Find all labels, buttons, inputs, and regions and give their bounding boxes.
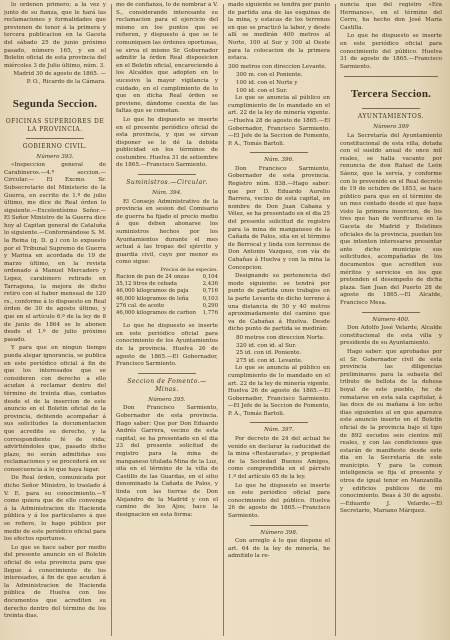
article-number: Número 393. [36, 153, 74, 160]
measure-line: 80 metros con direccion Norte. [236, 334, 325, 341]
paragraph: Lo que he dispuesto se inserte en este periódico oficial para conocimiento de los Ayuntamientos de la provincia. Huelva 26 de agosto de 1865.—El Gobernador, Francisco Sarmiento. [116, 323, 218, 368]
paragraph: 300 metros con direccion Levante. [228, 63, 327, 70]
article-number: Número 398. [260, 529, 298, 536]
table-row [116, 303, 218, 310]
column-divider [111, 4, 112, 636]
paragraph: Designando su pertenencia del modo siguiente: se tendrá por punto de partida unos trabajos en la parte Levante de dicho terreno á una distancia de 50 y 40 metros aproximadamente del camino que va de Cabañas á Huelva. Desde dicho punto de partida se medirán: [228, 273, 330, 333]
column-4 [340, 2, 442, 638]
paragraph: mado siguiente se tendrá por punto de partida una de las esquinas de la mina, y estacas de los terrenos en que se practicó la labor, y desde allí se medirán 400 metros al Norte, 100 al Sur y 100 al Oeste para la colocacion de la primera estaca. [228, 2, 330, 62]
paragraph: Y para que en ningun tiempo pueda alegar ignorancia, se publica en este periódico oficial á fin de que los interesados que se consideren con derecho a ello acudan á reclamar dentro del término de treinta dias, contados desde el de la insercion de este anuncio en el Boletin oficial de la provincia, debiendo acompañar á sus solicitudes la documentacion que acredite su derecho, y la correspondiente fé de vida; advirtiéndoles que, pasado dicho plazo, no serán admitidas sus reclamaciones y se procederá en su consecuencia á lo que haya lugar. [4, 345, 106, 473]
paragraph: Lo que se anuncia al público en cumplimiento de lo mandado en el art. 22 de la ley de minería vigente.—Huelva 28 de agosto de 1865.—El Gobernador, Francisco Sarmiento.—El Jefe de la Seccion de Fomento, P. A., Tomás Bartoli. [228, 95, 330, 147]
divider [362, 108, 420, 109]
measure-line: 275 id. con id. Levante. [236, 357, 303, 364]
table-row [116, 281, 218, 288]
paragraph: Lo que se anuncia al público en cumplimiento de lo mandado en el art. 22 de la ley de minería vigente. Huelva 26 de agosto de 1865.—El Gobernador, Francisco Sarmiento.—El Jefe de la Seccion de Fomento, P. A., Tomás Bartoli. [228, 365, 330, 417]
divider [250, 422, 308, 423]
article-number: Número 395. [148, 396, 186, 403]
paragraph: Don Francisco Sarmiento, Gobernador de esta provincia. Hago saber: Que por Don Eduardo Andrés Garrera, vecino de esta capital, se ha presentado en el dia 23 del presente solicitud de registro para la mina de manganeso titulada Mina de la Luz, sita en el término de la villa de Castillo de las Guardas, en el sitio denominado la Cañada de Palos, y linda con las tierras de Don Alejandro de la Madrid y con el camino de los Ajos; hace la designacion en esta forma: [116, 405, 218, 518]
paragraph: Hago saber: que aprobadas por el Sr. Gobernador civil de esta provincia las diligencias preliminares para la subasta del tributo de bellota de la dehesa boyal de este pueblo, he de rematarse en esta sala capitular, á las doce de su mañana á los ocho dias siguientes al en que aparezca este anuncio inserto en el Boletin oficial de la provincia bajo el tipo de 892 escudos seis cientos mil reales, y con las condiciones que estarán de manifiesto desde este dia en la Secretaría de este municipio. Y para la comun inteligencia se fija el presente y otros de igual tenor en Manzanilla y edificios publicos de mi conocimiento. Beas á 30 de agosto.—Eduardo J. Velarde.—El Secretario, Mariano Márquez. [340, 348, 442, 515]
divider [250, 152, 308, 153]
paragraph: Por decreto de 24 del actual he venido en declarar la caducidad de la mina «Restaurada», y propiedad de la Sociedad Buenos Amigos, como comprendida en el párrafo 1.º del artículo 65 de la ley. [228, 436, 330, 481]
price-value: 1,776 [202, 310, 218, 317]
paragraph: «Inspeccion general de Carabineros.—4.ª seccion.—Circular.— El Excmo. Sr. Subsecretario del Ministerio de la Guerra, en escrito de 1.º de julio último, me dice de Real órden lo siguiente.—Excelentísimo Señor.—El Señor Ministro de la Guerra dice hoy al Capitan general de Cataluña lo siguiente.—Conformándose S. M. la Reina (q. D. g.) con lo expuesto por el Tribunal Supremo de Guerra y Marina en acordada de 19 de marzo último, en la revista ordenado á Manuel Mercadero y Lopez, carabinero retirado en Tarragona, la mejora de dicho retiro con el haber mensual de 120 rs., conforme á lo dispuesto en Real órden de 30 de agosto último, y que en el artículo 6.º de la ley de 8 de junio de 1864 se le abonen desde el 1.º de julio próximo pasado. [4, 162, 106, 343]
measure-list [228, 72, 330, 95]
price-value: 0,103 [202, 295, 218, 302]
price-value: 0,290 [202, 302, 218, 309]
price-value: 2,436 [202, 281, 218, 288]
price-item: 46,000 kilogramos de carbon [116, 310, 196, 317]
paragraph: Con arreglo á lo que dispone el art. 64 de la ley de minería, he admitido la re- [228, 538, 330, 560]
article-number: Número 399 [373, 124, 409, 131]
signature: Madrid 30 de agosto de 1865. —P. O., Ricardo de la Cámara. [13, 71, 106, 85]
paragraph: nuncia que del registro «Era Hermanos», en el término del Cerro, ha hecho don José María Castilla. [340, 2, 442, 31]
measure-line: 300 m. con el Poniente. [236, 72, 303, 79]
article-number: Número 400. [372, 316, 410, 323]
price-value: 0,104 [202, 274, 218, 280]
divider [362, 312, 420, 313]
price-value: 0,716 [202, 288, 218, 295]
column-2 [116, 2, 218, 638]
paragraph: Don Francisco Sarmiento, Gobernador de esta provincia. Registro núm. 838.—Hago saber: que por D. Eduardo Aurelio Barrera, vecino de esta capital, en nombre de Don Juan Cabana y Vélez, se ha presentado en el dia 25 del presente solicitud de registro para la mina de manganeso de la Cañada de Palos, sita en el término de Berrocal y linda con terrenos de Don Antonio Vazquez, con vía de Cabañas á Huelva y con la mina la Concepcion. [228, 165, 330, 271]
article-number: Núm. 394. [152, 190, 182, 197]
column-3 [228, 2, 330, 638]
price-item: Racion de pan de 24 onzas [116, 274, 190, 280]
price-table [116, 274, 218, 317]
column-1 [4, 2, 106, 638]
table-row [116, 288, 218, 295]
article-number: Núm. 396. [264, 157, 294, 164]
article-number: Núm. 397. [264, 427, 294, 434]
table-row [116, 296, 218, 303]
gov-title: GOBIERNO CIVIL. [22, 142, 88, 150]
subsection-title: AYUNTAMIENTOS. [357, 113, 425, 121]
section-title: Segunda Seccion. [12, 97, 98, 110]
price-caption: Precios de las especies. [160, 268, 218, 273]
paragraph: La Secretaría del Ayuntamiento constitucional de esta villa, dotada con el sueldo anual de once mil reales, se halla vacante por renuncia de don Rafael de León Sáenz, que la servía, y conforme con lo prevenido en el Real decreto de 19 de octubre de 1853, se hace público para que en el término de un mes contado desde el que haya visto la primera insercion, de los tres que han de verificarse en la Gaceta de Madrid y Boletines oficiales de la provincia, puedan los que intenten interesarse presentar ante dicho municipio sus solicitudes, acompañadas de los documentos que acrediten sus méritos y servicios en los que pretenden el desempeño de dicha plaza. San Juan del Puerto 28 de agosto de 1865.—El Alcalde, Francisco Mesa. [340, 132, 442, 306]
price-item: 35,12 litros de cebada [116, 281, 177, 288]
paragraph: De Real órden, comunicada por dicho Señor Ministro, lo traslado á V. E. para su conocimiento.—Y como quiera que de ello convenga á la Administracion de Hacienda pública y á los particulares á que se refiere, lo hago público por medio de este periódico oficial para los efectos oportunos. [4, 475, 106, 543]
table-row [116, 274, 218, 281]
divider [138, 174, 196, 175]
price-item: 46,000 kilogramos de paja [116, 288, 189, 295]
paragraph: El Consejo Administrativo de la provincia en sesion del Comisario de guerra ha fijado el precio medio á que deben abonarse los suministros hechos por los Ayuntamientos durante el mes actual á las tropas del ejército y guardia civil, cuyo por menor es como sigue: [116, 198, 218, 266]
paragraph: Lo que he dispuesto se inserte en el presente periódico oficial de esta provincia, y que se sirvan disponer se le dé la debida publicidad en los términos de costumbre. Huelva 31 de setiembre de 1865.—Francisco Sarmiento. [116, 116, 218, 169]
divider [26, 138, 84, 139]
table-row [116, 310, 218, 317]
measure-line: 100 id. con el Norte y [236, 79, 298, 86]
measure-list [228, 335, 330, 365]
subsection-title: Seccion de Fomento.—Minas. [127, 377, 207, 393]
paragraph: mo de confianza, lo de nombrar á V. S., considerando interesante su reclamacion para el ejercicio del mismo en los puntos que se refieren, y dispuesto á que se le comuniquen las órdenes oportunas, se sirva el mismo Sr. Gobernador admitir la órden Real disposicion en el Boletin oficial, encareciendo á los Alcaldes que adopten en lo sucesivo la mayor vigilancia y cuidado, en el cumplimiento de lo que en dicha Real órden se previene, dándome cuenta de las faltas que se cometan. [116, 2, 218, 115]
measure-line: 320 id. con id. al Sur. [236, 342, 297, 349]
measure-line: 25 id. con id. Poniente. [236, 350, 302, 357]
paragraph: Lo que he dispuesto se inserte en este periódico oficial para conocimiento del público. Huelva 31 de agosto de 1865.—Francisco Sarmiento. [340, 33, 442, 70]
column-divider [335, 4, 336, 636]
offices-title: OFICINAS SUPERIORES DE LA PROVINCIA. [5, 117, 105, 133]
subsection-title: Suministros.—Circular. [126, 179, 208, 187]
divider [344, 76, 438, 77]
paragraph: Lo que se hace saber por medio del presente anuncio en el Boletin oficial de esta provincia para que llegue á conocimiento de los interesados, á fin de que acudan á la Administracion de Hacienda pública de Huelva con los documentos que acrediten su derecho dentro del término de los treinta dias. [4, 544, 106, 620]
price-item: 276 cal. de aceite [116, 302, 165, 309]
price-item: 46,000 kilogramos de leña [116, 295, 189, 302]
divider [250, 525, 308, 526]
column-divider [223, 4, 224, 636]
measure-line: 100 id. con el Sur. [236, 87, 288, 94]
paragraph: Lo que he dispuesto se inserte en este periódico oficial para conocimiento del público. Huelva 26 de agosto de 1865.—Francisco Sarmiento. [228, 482, 330, 519]
paragraph: lo ordenen primero; a la vez y junto de su fianza, que le hará las reclamaciones y formalidades que previenen de tenor á la primera y tercera publicacion en la Gaceta del sábado 25 de junio próximo pasado, número 165, y en el Boletin oficial de esta provincia del miércoles 3 de Julio último, núm. 3. [4, 2, 106, 69]
divider [138, 373, 196, 374]
section-title: Tercera Seccion. [350, 88, 432, 101]
paragraph: Don Adolfo José Velarde, Alcalde constitucional de esta villa y presidente de su Ayuntamiento. [340, 325, 442, 347]
